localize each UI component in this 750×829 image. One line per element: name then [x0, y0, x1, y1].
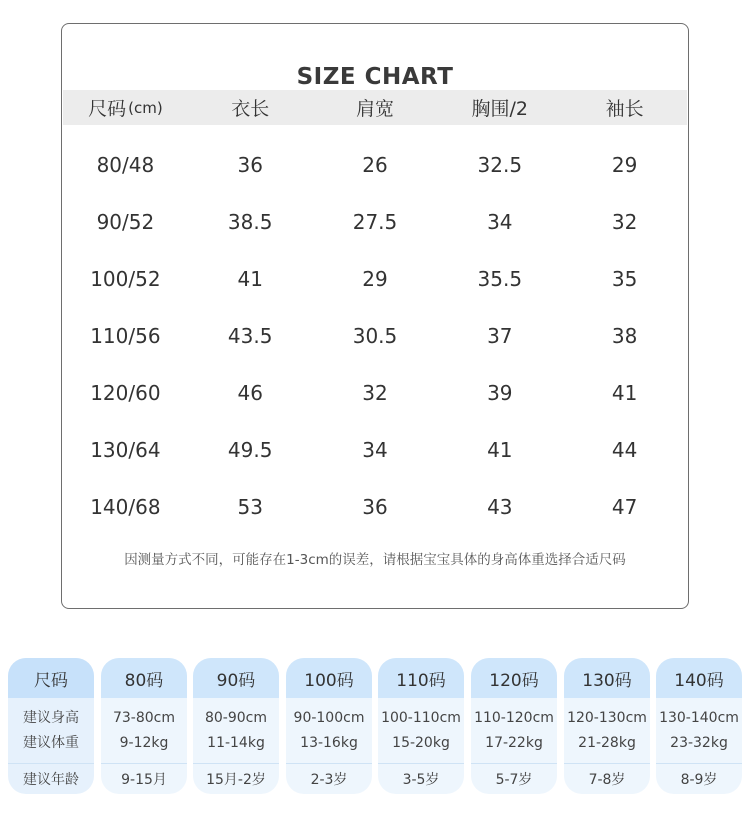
- cell-sleeve: 29: [611, 152, 638, 177]
- guide-mid: [471, 698, 557, 764]
- guide-height: 100-110cm: [381, 709, 461, 726]
- guide-age: 15月-2岁: [206, 772, 266, 788]
- guide-column-130: [564, 658, 650, 794]
- cell-sleeve: 47: [611, 494, 638, 519]
- cell-chest: 43: [487, 494, 513, 519]
- cell-length: 49.5: [227, 437, 273, 462]
- guide-weight: 23-32kg: [670, 734, 728, 751]
- guide-size: 100码: [286, 658, 372, 698]
- header-size-unit: (cm): [128, 98, 163, 117]
- cell-chest: 34: [487, 209, 513, 234]
- cell-chest: 39: [487, 380, 513, 405]
- guide-height: 73-80cm: [112, 709, 175, 726]
- table-body: [63, 136, 687, 535]
- cell-size: 130/64: [90, 437, 161, 462]
- guide-mid: [101, 698, 187, 764]
- guide-age: 8-9岁: [680, 772, 718, 788]
- table-header: [63, 90, 687, 125]
- guide-head-label: 尺码: [8, 658, 94, 698]
- cell-chest: 37: [487, 323, 513, 348]
- guide-column-120: [471, 658, 557, 794]
- size-chart-card: [61, 23, 689, 609]
- guide-age: 2-3岁: [310, 772, 348, 788]
- guide-height-label: 建议身高: [23, 709, 79, 726]
- guide-mid: [378, 698, 464, 764]
- guide-height: 120-130cm: [567, 709, 647, 726]
- table-row: [63, 478, 687, 535]
- guide-size: 140码: [656, 658, 742, 698]
- guide-mid: [656, 698, 742, 764]
- guide-weight: 11-14kg: [207, 734, 265, 751]
- guide-age: 9-15月: [121, 772, 167, 788]
- cell-length: 43.5: [227, 323, 273, 348]
- cell-sleeve: 38: [611, 323, 638, 348]
- guide-age: 5-7岁: [495, 772, 533, 788]
- cell-shoulder: 26: [362, 152, 388, 177]
- cell-chest: 41: [487, 437, 513, 462]
- cell-chest: 32.5: [477, 152, 523, 177]
- guide-size: 130码: [564, 658, 650, 698]
- guide-age: 3-5岁: [402, 772, 440, 788]
- cell-length: 46: [237, 380, 263, 405]
- header-chest: 胸围/2: [471, 98, 529, 120]
- guide-label-column: [8, 658, 94, 794]
- header-length: 衣长: [231, 98, 270, 120]
- cell-size: 140/68: [90, 494, 161, 519]
- cell-length: 41: [237, 266, 263, 291]
- chart-title: SIZE CHART: [296, 64, 454, 90]
- table-row: [63, 136, 687, 193]
- guide-size: 80码: [101, 658, 187, 698]
- cell-size: 90/52: [96, 209, 155, 234]
- guide-mid: [564, 698, 650, 764]
- table-row: [63, 364, 687, 421]
- cell-sleeve: 32: [611, 209, 638, 234]
- cell-size: 80/48: [96, 152, 155, 177]
- guide-mid: [193, 698, 279, 764]
- guide-column-100: [286, 658, 372, 794]
- cell-sleeve: 44: [611, 437, 638, 462]
- guide-age: 7-8岁: [588, 772, 626, 788]
- cell-sleeve: 35: [611, 266, 638, 291]
- cell-shoulder: 27.5: [352, 209, 398, 234]
- table-row: [63, 421, 687, 478]
- cell-shoulder: 32: [362, 380, 388, 405]
- guide-size: 90码: [193, 658, 279, 698]
- cell-sleeve: 41: [611, 380, 638, 405]
- guide-weight: 13-16kg: [300, 734, 358, 751]
- cell-chest: 35.5: [477, 266, 523, 291]
- header-shoulder: 肩宽: [355, 98, 394, 120]
- header-size-label: 尺码: [88, 98, 127, 120]
- measurement-note: 因测量方式不同，可能存在1-3cm的误差，请根据宝宝具体的身高体重选择合适尺码: [124, 552, 626, 568]
- guide-weight: 9-12kg: [119, 734, 169, 751]
- guide-column-90: [193, 658, 279, 794]
- guide-height: 90-100cm: [293, 709, 365, 726]
- cell-size: 120/60: [90, 380, 161, 405]
- cell-shoulder: 34: [362, 437, 388, 462]
- guide-age-label: 建议年龄: [23, 772, 79, 788]
- table-row: [63, 307, 687, 364]
- guide-weight: 17-22kg: [485, 734, 543, 751]
- guide-mid: [286, 698, 372, 764]
- header-sleeve: 袖长: [605, 98, 644, 120]
- cell-size: 100/52: [90, 266, 161, 291]
- cell-size: 110/56: [90, 323, 161, 348]
- guide-column-80: [101, 658, 187, 794]
- header-size: [63, 90, 188, 125]
- cell-shoulder: 30.5: [352, 323, 398, 348]
- guide-column-110: [378, 658, 464, 794]
- cell-shoulder: 36: [362, 494, 388, 519]
- guide-height: 110-120cm: [474, 709, 554, 726]
- table-row: [63, 193, 687, 250]
- guide-weight: 15-20kg: [392, 734, 450, 751]
- size-guide: [8, 658, 742, 794]
- guide-size: 120码: [471, 658, 557, 698]
- cell-length: 38.5: [227, 209, 273, 234]
- guide-height: 80-90cm: [204, 709, 267, 726]
- guide-size: 110码: [378, 658, 464, 698]
- guide-mid-labels: [8, 698, 94, 764]
- guide-weight: 21-28kg: [578, 734, 636, 751]
- table-row: [63, 250, 687, 307]
- guide-height: 130-140cm: [659, 709, 739, 726]
- guide-weight-label: 建议体重: [23, 734, 79, 751]
- cell-length: 53: [237, 494, 263, 519]
- guide-column-140: [656, 658, 742, 794]
- cell-shoulder: 29: [362, 266, 388, 291]
- cell-length: 36: [237, 152, 263, 177]
